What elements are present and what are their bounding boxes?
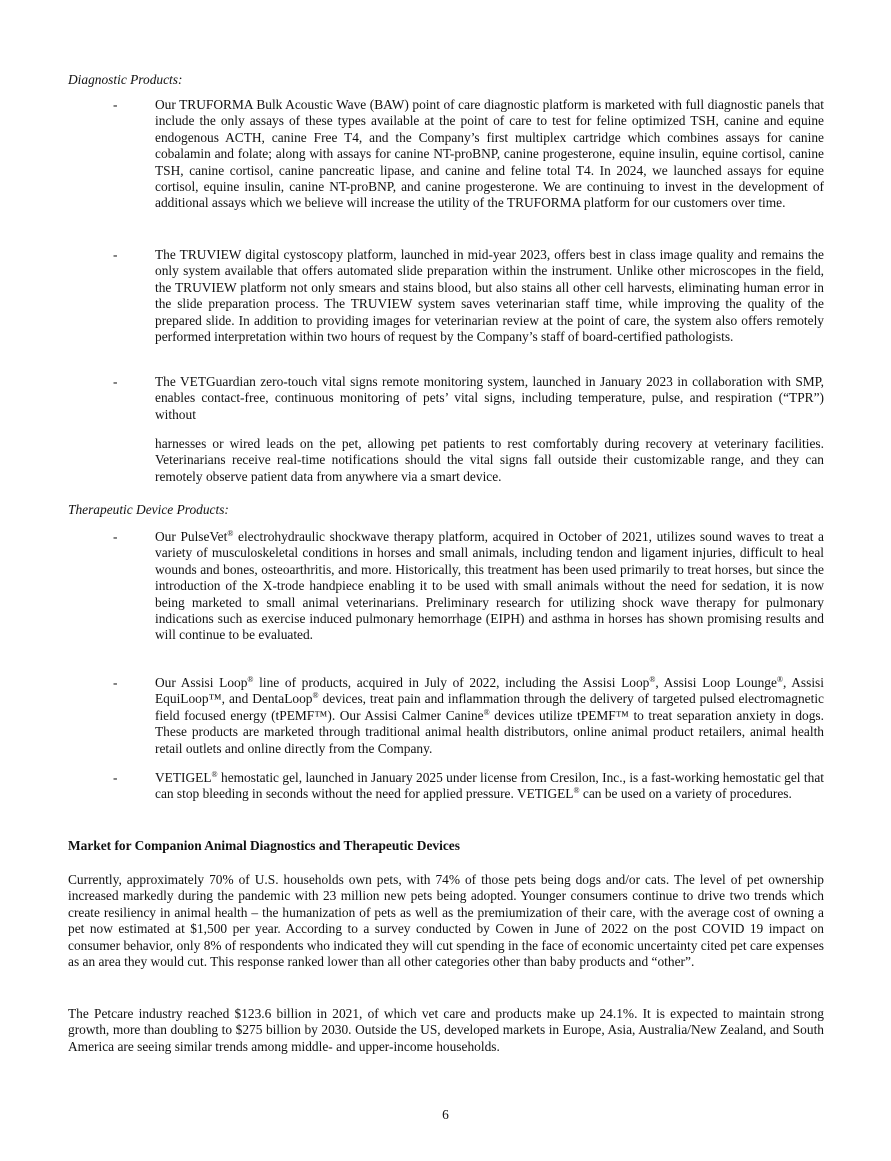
market-paragraph-2: The Petcare industry reached $123.6 billion in 2021, of which vet care and products make up 24.1%. It is expected to maintain strong growth, more than doubling to $275 billion by 2030. Outside the US, developed markets in Europe, Asia, Australia/New Zealand, and South America are seeing similar trends among middle- and upper-income households. — [68, 1006, 824, 1054]
pulsevet-bullet-text: Our PulseVet® electrohydraulic shockwave therapy platform, acquired in October of 2021, utilizes sound waves to treat a variety of musculoskeletal conditions in horses and small animals, including tendon and ligament injuries, difficult to heal wounds and bones, osteoarthritis, and more. Historically, this treatment has been used primarily to treat horses, but since the introduction of the X-trode handpiece enabling it to be used with small animals without the need for sedation, it is now being marketed to small animal veterinarians. Preliminary research for utilizing shock wave therapy for pulmonary indications such as exercise induced pulmonary hemorrhage (EIPH) and asthma in horses has shown promising results and will continue to be evaluated. — [155, 529, 824, 643]
vetguardian-bullet-text: The VETGuardian zero-touch vital signs remote monitoring system, launched in January 2023 in collaboration with SMP, enables contact-free, continuous monitoring of pets’ vital signs, including temperature, pulse, and respiration (“TPR”) without — [155, 374, 824, 422]
market-section-heading: Market for Companion Animal Diagnostics and Therapeutic Devices — [68, 838, 460, 853]
bullet-marker: - — [113, 770, 118, 785]
bullet-marker: - — [113, 675, 118, 690]
therapeutic-products-heading: Therapeutic Device Products: — [68, 502, 229, 517]
registered-mark: ® — [227, 529, 234, 538]
diagnostic-products-heading: Diagnostic Products: — [68, 72, 183, 87]
truview-bullet-text: The TRUVIEW digital cystoscopy platform, launched in mid-year 2023, offers best in class image quality and remains the only system available that offers automated slide preparation within the instrument. Unlike other microscopes in the field, the TRUVIEW platform not only smears and stains blood, but also stains all other cell harvests, eliminating human error in the slide preparation process. The TRUVIEW system saves veterinarian staff time, while improving the quality of the prepared slide. In addition to providing images for veterinarian review at the point of care, the system also offers remotely performed interpretation within two hours of request by the Company’s staff of board-certified pathologists. — [155, 247, 824, 345]
market-paragraph-1: Currently, approximately 70% of U.S. households own pets, with 74% of those pets being dogs and/or cats. The level of pet ownership increased markedly during the pandemic with 23 million new pets being adopted. Younger consumers continue to drive two trends which create resiliency in animal health – the humanization of pets as well as the premiumization of their care, with the average cost of owning a pet now estimated at $1,500 per year. According to a survey conducted by Cowen in June of 2022 on the post COVID 19 impact on consumer behavior, only 8% of respondents who indicated they will cut spending in the face of economic uncertainty cited pet care expenses as an area they would cut. This response ranked lower than all other categories other than baby products and “other”. — [68, 872, 824, 970]
truforma-bullet-text: Our TRUFORMA Bulk Acoustic Wave (BAW) point of care diagnostic platform is marketed with full diagnostic panels that include the only assays of these types available at the point of care to test for feline optimized TSH, canine and equine endogenous ACTH, canine Free T4, and the Company’s first multiplex cartridge which combines assays for canine cobalamin and folate; along with assays for canine NT-proBNP, canine progesterone, equine insulin, equine cortisol, canine TSH, canine cortisol, canine pancreatic lipase, and canine and feline total T4. In 2024, we launched assays for equine cortisol, equine insulin, canine NT-proBNP, and canine progesterone. We are continuing to invest in the development of additional assays which we believe will increase the utility of the TRUFORMA platform for our customers over time. — [155, 97, 824, 211]
bullet-marker: - — [113, 529, 118, 544]
page-number: 6 — [442, 1107, 449, 1122]
bullet-marker: - — [113, 247, 118, 262]
vetigel-bullet-text: VETIGEL® hemostatic gel, launched in January 2025 under license from Cresilon, Inc., is a fast-working hemostatic gel that can stop bleeding in seconds without the need for applied pressure. VETIGEL® can be used on a variety of procedures. — [155, 770, 824, 802]
bullet-marker: - — [113, 374, 118, 389]
vetguardian-continuation-text: harnesses or wired leads on the pet, allowing pet patients to rest comfortably during recovery at veterinary facilities. Veterinarians receive real-time notifications should the vital signs fall outside their customizable range, and they can remotely observe patient data from anywhere via a smart device. — [155, 436, 824, 484]
bullet-marker: - — [113, 97, 118, 112]
assisi-bullet-text: Our Assisi Loop® line of products, acquired in July of 2022, including the Assisi Loop®, Assisi Loop Lounge®, Assisi EquiLoop™, and DentaLoop® devices, treat pain and inflammation through the delivery of targeted pulsed electromagnetic field focused energy (tPEMF™). Our Assisi Calmer Canine® devices utilize tPEMF™ to treat separation anxiety in dogs. These products are marketed through traditional animal health distributors, online animal product retailers, animal health retail outlets and online directly from the Company. — [155, 675, 824, 756]
